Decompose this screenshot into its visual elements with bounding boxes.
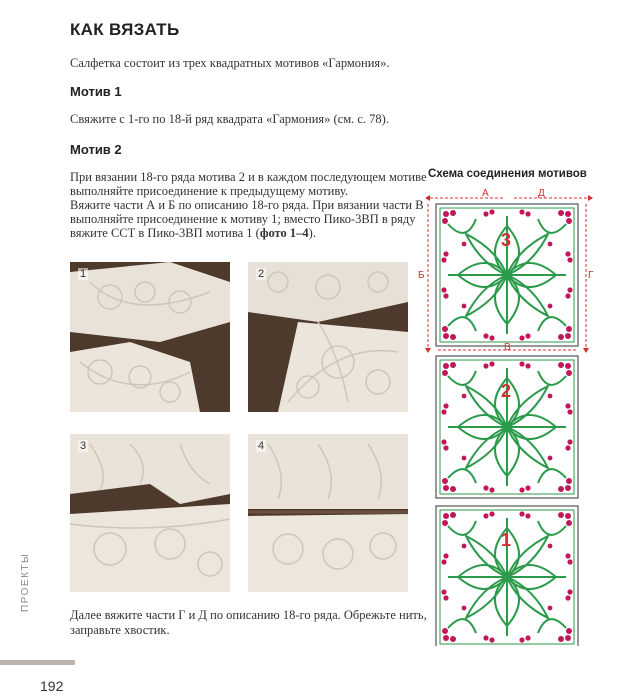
motif2-line-3: Вяжите части А и Б по описанию 18-го ряда. При вязании части В: [70, 198, 424, 212]
photo-2-number: 2: [258, 268, 265, 280]
motif-joining-diagram: [418, 188, 596, 646]
photo-1-number: 1: [80, 268, 87, 280]
photo-1: [70, 262, 230, 412]
outro-line-2: заправьте хвостик.: [70, 623, 170, 637]
label-d: Д: [538, 188, 545, 199]
footer-bar: [0, 660, 75, 665]
section-side-label: ПРОЕКТЫ: [20, 552, 31, 612]
motif1-heading: Мотив 1: [70, 84, 122, 99]
photo-1-image: [70, 262, 230, 412]
photo-3: [70, 434, 230, 592]
outro-line-1: Далее вяжите части Г и Д по описанию 18-го ряда. Обрежьте нить,: [70, 608, 427, 622]
photo-4: [248, 434, 408, 592]
photo-3-number: 3: [80, 440, 87, 452]
motif-1-diagram: [436, 506, 578, 646]
motif-3-diagram: [436, 204, 578, 346]
intro-text: Салфетка состоит из трех квадратных мотивов «Гармония».: [70, 56, 390, 70]
motif-2-diagram: [436, 356, 578, 498]
photo-2-image: [248, 262, 408, 412]
motif-number-2: 2: [501, 381, 512, 401]
motif-number-1: 1: [501, 530, 512, 550]
photo-reference: фото 1–4: [259, 226, 309, 240]
page-number: 192: [40, 678, 64, 694]
motif1-text: Свяжите с 1-го по 18-й ряд квадрата «Гармония» (см. с. 78).: [70, 112, 389, 126]
motif2-heading: Мотив 2: [70, 142, 122, 157]
motif2-line-1: При вязании 18-го ряда мотива 2 и в каждом последующем мотиве: [70, 170, 427, 184]
motif2-line-5a: вяжите ССТ в Пико-3ВП мотива 1 (: [70, 226, 260, 240]
motif2-line-5: [70, 226, 316, 241]
photo-2: [248, 262, 408, 412]
motif2-line-4: выполняйте присоединение к мотиву 1; вместо Пико-3ВП в ряду: [70, 212, 416, 226]
motif-number-3: 3: [501, 230, 512, 250]
label-g: Г: [588, 270, 594, 281]
photo-3-image: [70, 434, 230, 592]
page-title: КАК ВЯЗАТЬ: [70, 20, 180, 39]
label-v: В: [504, 342, 511, 353]
motif2-line-2: выполняйте присоединение к предыдущему мотиву.: [70, 184, 348, 198]
label-b: Б: [418, 270, 425, 281]
photo-4-number: 4: [258, 440, 265, 452]
diagram-title: Схема соединения мотивов: [428, 168, 587, 180]
label-a: А: [482, 188, 489, 199]
motif2-line-5c: ).: [308, 226, 316, 240]
photo-4-image: [248, 434, 408, 592]
